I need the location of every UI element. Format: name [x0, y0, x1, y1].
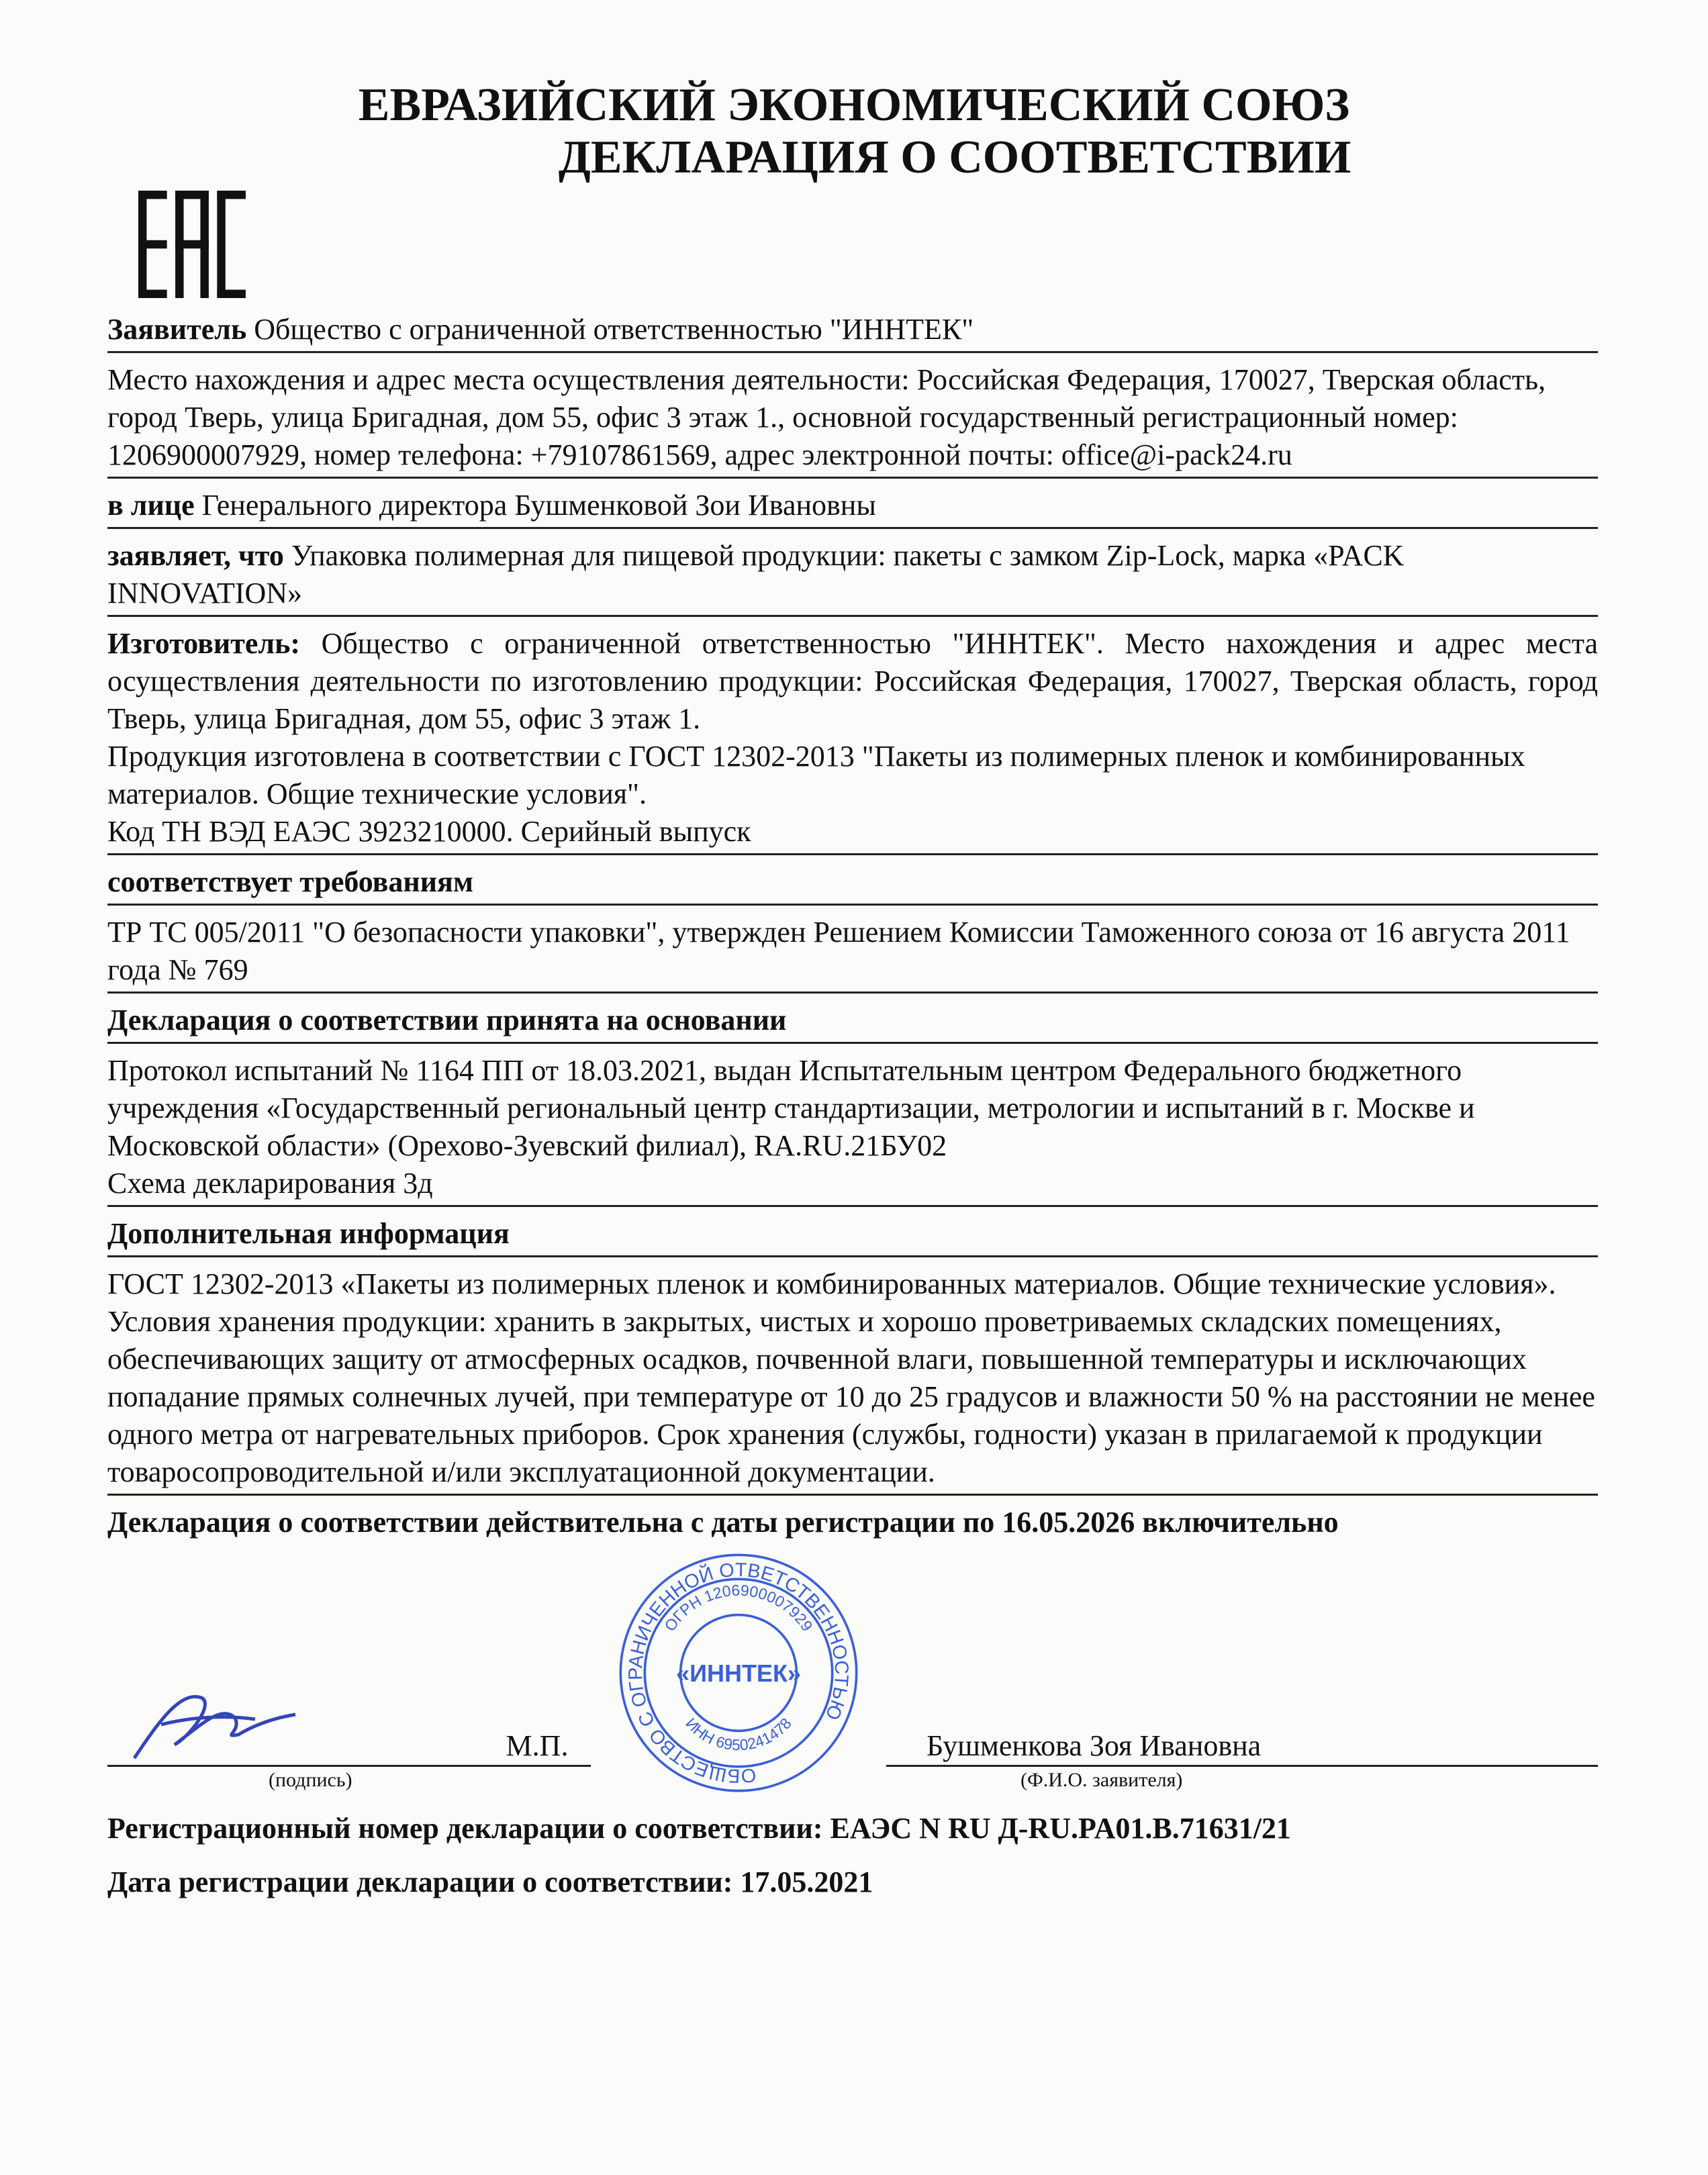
manufacturer-text [107, 625, 1598, 738]
manufacturer-standard: Продукция изготовлена в соответствии с ГОСТ 12302-2013 "Пакеты из полимерных пленок и комбинированных материалов. Общие технические условия". [107, 740, 1525, 810]
stamp-place-spacer [483, 1767, 591, 1794]
signature-line [107, 1678, 483, 1767]
basis-value: Протокол испытаний № 1164 ПП от 18.03.2021, выдан Испытательным центром Федерального бюджетного учреждения «Государственный региональный центр стандартизации, метрологии и испытаний в г. Москве и Московской области» (Орехово-Зуевский филиал), RA.RU.21БУ02 [107, 1054, 1475, 1162]
stamp-ogrn: ОГРН 1206900007929 [661, 1581, 816, 1635]
address-section: Место нахождения и адрес места осуществления деятельности: Российская Федерация, 170027, Тверская область, город Тверь, улица Бригадная, дом 55, офис 3 этаж 1., основной государственный регистрационный номер: 1206900007929, номер телефона: +79107861569, адрес электронной почты: office@i-pack24.ru [107, 361, 1598, 479]
document-title: ДЕКЛАРАЦИЯ О СООТВЕТСТВИИ [558, 132, 1351, 183]
eac-logo [132, 191, 252, 298]
applicant-name-block [886, 1678, 1598, 1794]
basis-scheme: Схема декларирования 3д [107, 1167, 433, 1200]
declaration-body [107, 311, 1598, 1901]
applicant-value: Общество с ограниченной ответственностью "ИННТЕК" [254, 313, 974, 346]
signature-caption: (подпись) [269, 1769, 352, 1791]
stamp-outer-text: ОБЩЕСТВО С ОГРАНИЧЕННОЙ ОТВЕТСТВЕННОСТЬЮ [624, 1559, 853, 1787]
stamp-name: «ИННТЕК» [676, 1659, 801, 1687]
manufacturer-code: Код ТН ВЭД ЕАЭС 3923210000. Серийный выпуск [107, 815, 751, 848]
svg-text:ИНН 6950241478 [682, 1714, 795, 1753]
signature-row [107, 1552, 1598, 1794]
registration-number: Регистрационный номер декларации о соответствии: ЕАЭС N RU Д-RU.PA01.B.71631/21 [107, 1812, 1291, 1845]
manufacturer-value: Общество с ограниченной ответственностью "ИННТЕК". Место нахождения и адрес места осуществления деятельности по изготовлению продукции: Российская Федерация, 170027, Тверская область, город Тверь, улица Бригадная, дом 55, офис 3 этаж 1. [107, 627, 1599, 735]
stamp-inn: ИНН 6950241478 [682, 1714, 795, 1754]
validity-statement: Декларация о соответствии действительна с даты регистрации по 16.05.2026 включительно [107, 1506, 1339, 1539]
applicant-label: Заявитель [107, 313, 247, 346]
signature-block [107, 1678, 483, 1794]
represented-value: Генерального директора Бушменковой Зои Ивановны [201, 489, 876, 522]
product-description: Упаковка полимерная для пищевой продукции: пакеты с замком Zip-Lock, марка «PACK INNOVATION» [107, 539, 1405, 610]
applicant-name: Бушменкова Зоя Ивановна [927, 1729, 1262, 1762]
stamp-place-line [483, 1678, 591, 1767]
registration-date: Дата регистрации декларации о соответствии: 17.05.2021 [107, 1866, 873, 1898]
company-stamp [618, 1552, 859, 1794]
handwritten-signature [107, 1678, 309, 1765]
manufacturer-section [107, 625, 1598, 855]
name-line [886, 1678, 1598, 1767]
complies-label: соответствует требованиям [107, 863, 1598, 906]
manufacturer-label: Изготовитель: [107, 627, 301, 660]
applicant-section [107, 311, 1598, 353]
declares-label: заявляет, что [107, 539, 284, 572]
represented-section [107, 487, 1598, 529]
represented-label: в лице [107, 489, 195, 522]
stamp-place-label: М.П. [506, 1729, 569, 1762]
stamp-place-block [483, 1678, 591, 1794]
name-caption: (Ф.И.О. заявителя) [1021, 1769, 1183, 1791]
complies-value: ТР ТС 005/2011 "О безопасности упаковки", утвержден Решением Комиссии Таможенного союза от 16 августа 2011 года № 769 [107, 914, 1598, 994]
additional-label: Дополнительная информация [107, 1215, 1598, 1257]
additional-value: ГОСТ 12302-2013 «Пакеты из полимерных пленок и комбинированных материалов. Общие технические условия». Условия хранения продукции: хранить в закрытых, чистых и хорошо проветриваемых складских помещениях, обеспечивающих защиту от атмосферных осадков, почвенной влаги, повышенной температуры и исключающих попадание прямых солнечных лучей, при температуре от 10 до 25 градусов и влажности 50 % на расстоянии не менее одного метра от нагревательных приборов. Срок хранения (службы, годности) указан в прилагаемой к продукции товаросопроводительной и/или эксплуатационной документации. [107, 1265, 1598, 1496]
declares-section [107, 537, 1598, 617]
union-title: ЕВРАЗИЙСКИЙ ЭКОНОМИЧЕСКИЙ СОЮЗ [358, 79, 1350, 131]
basis-label: Декларация о соответствии принята на основании [107, 1002, 1598, 1044]
basis-section [107, 1052, 1598, 1207]
